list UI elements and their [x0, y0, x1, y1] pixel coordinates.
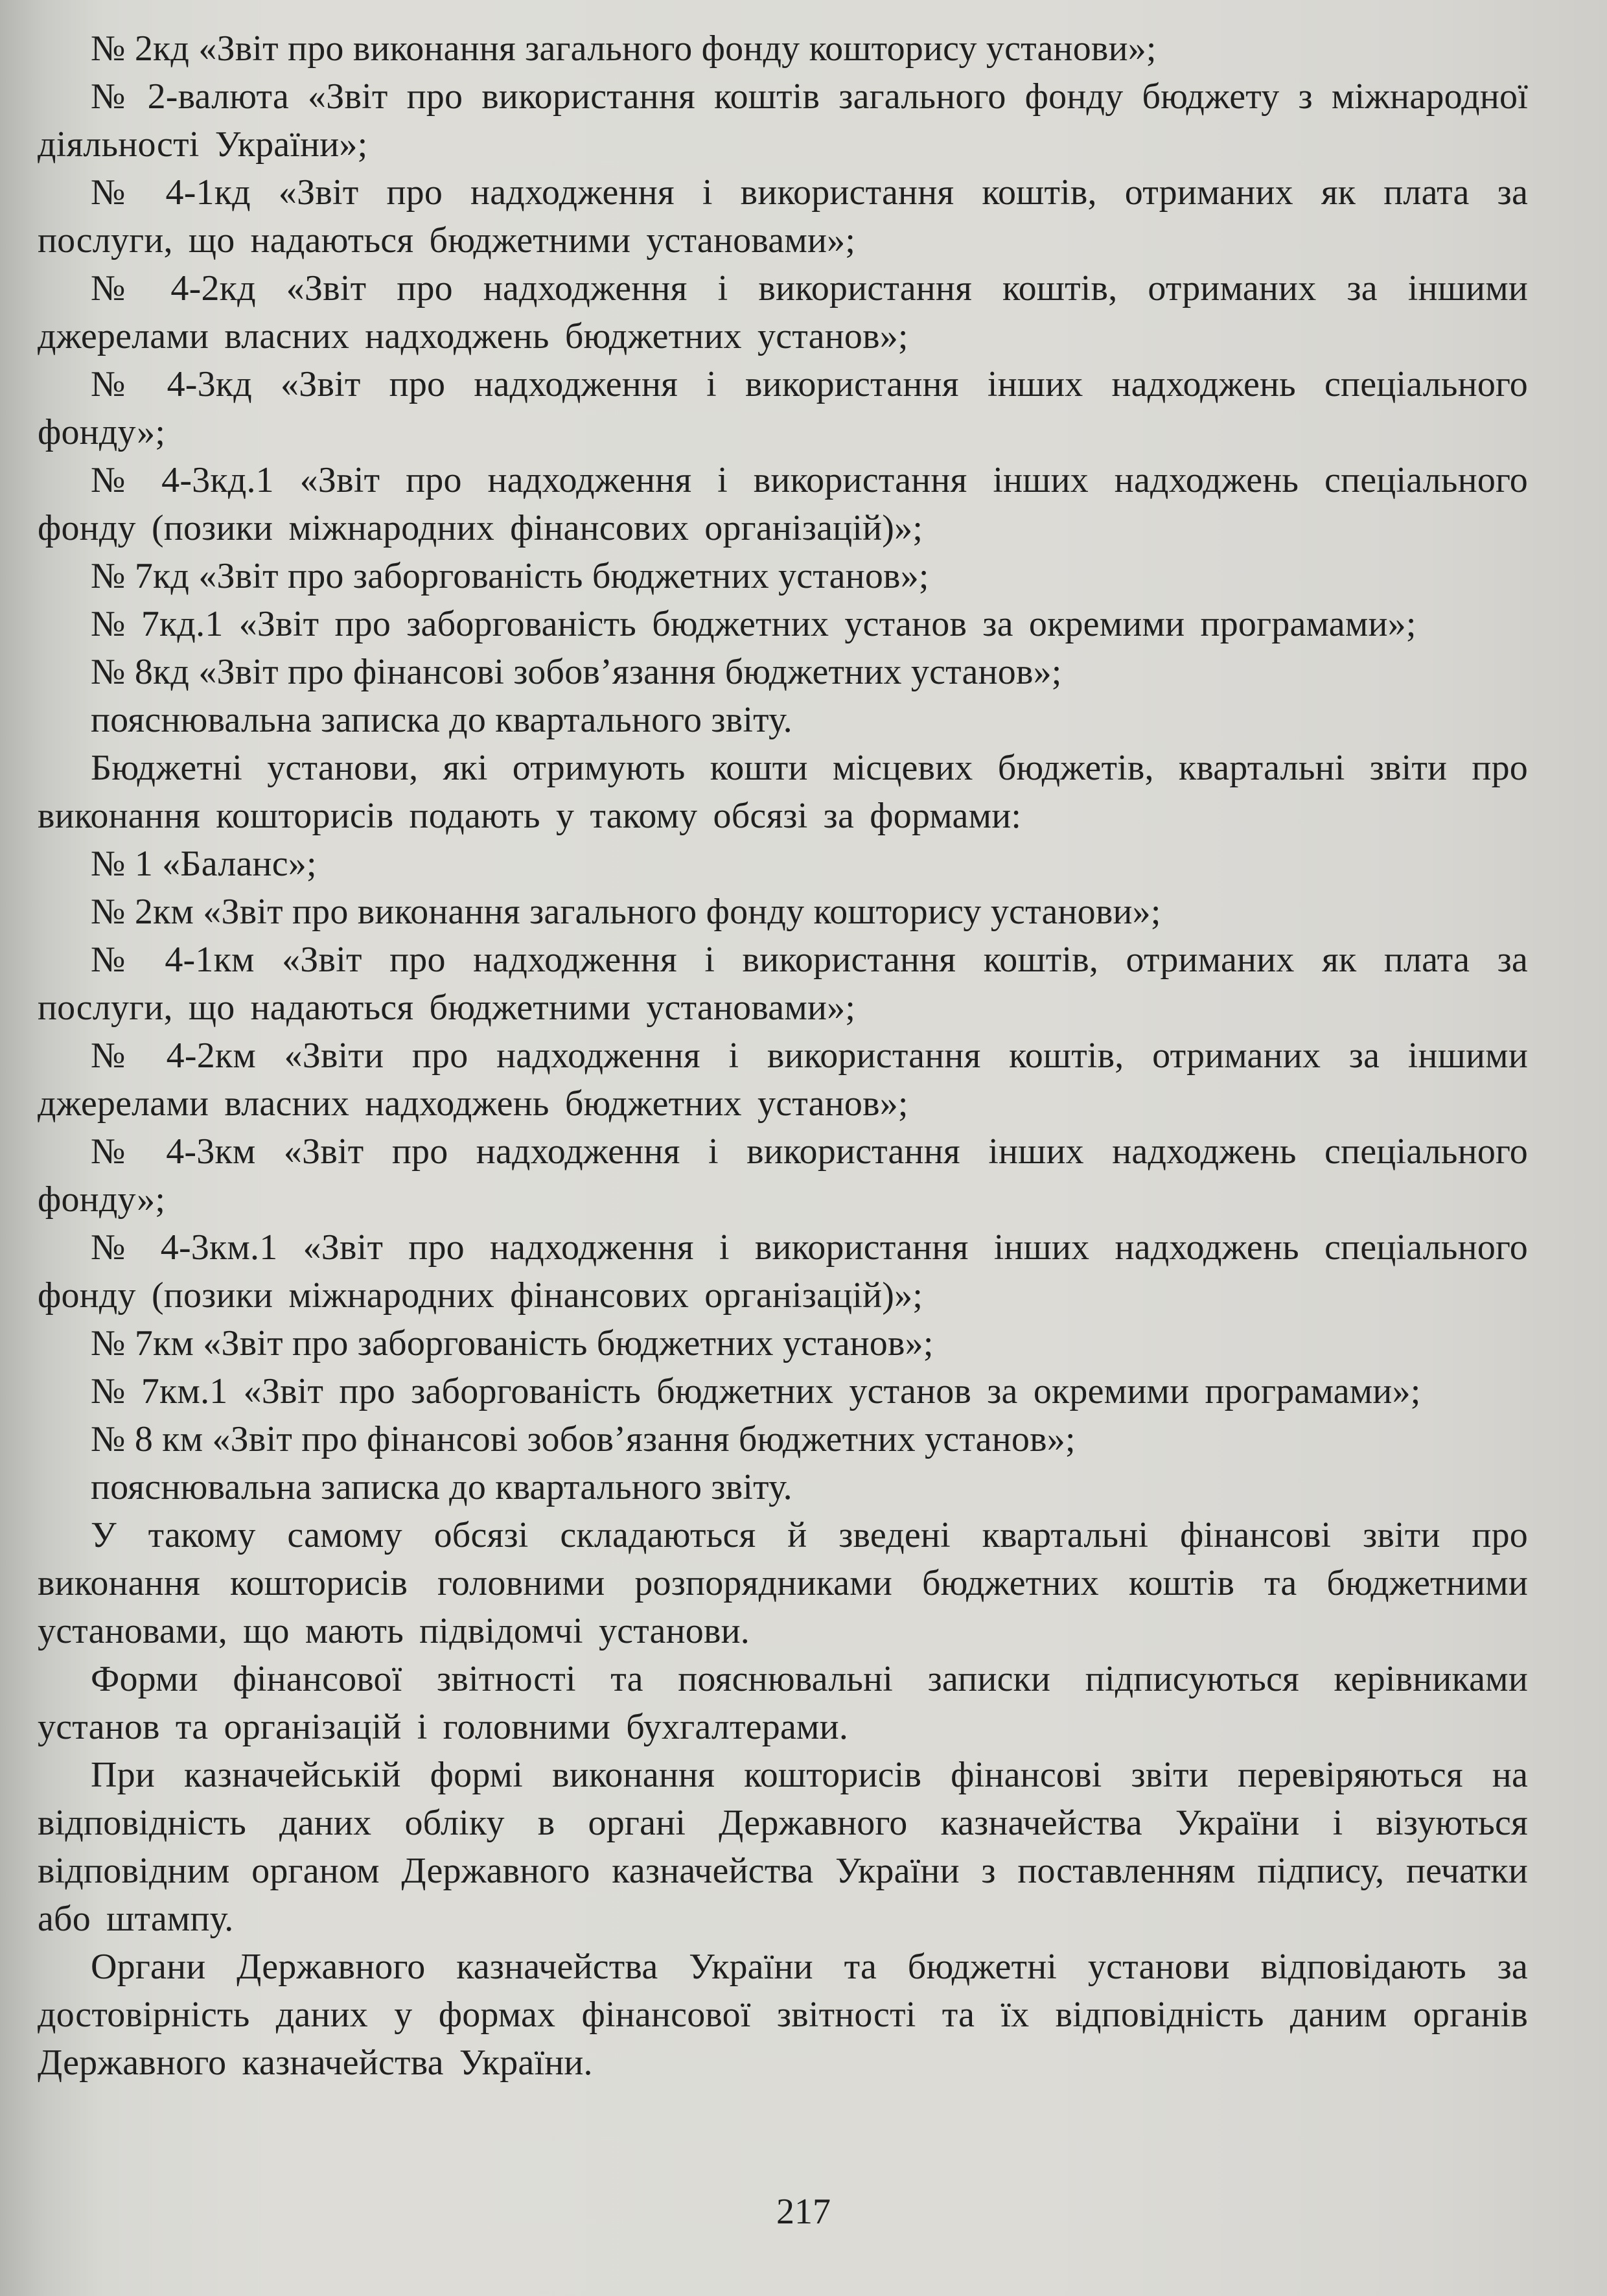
- form-2kd-line: № 2кд «Звіт про виконання загального фонду кошторису установи»;: [91, 29, 1157, 69]
- form-4-3kd-line: № 4-3кд «Звіт про надходження і використання інших надходжень спеціального фонду»;: [38, 364, 1528, 452]
- form-4-3km-line: № 4-3км «Звіт про надходження і використання інших надходжень спеціального фонду»;: [38, 1131, 1528, 1220]
- form-8kd-line: № 8кд «Звіт про фінансові зобов’язання бюджетних установ»;: [91, 652, 1062, 692]
- form-4-3km-1-line: № 4-3км.1 «Звіт про надходження і використання інших надходжень спеціального фонду (позики міжнародних фінансових організацій)»;: [38, 1227, 1528, 1316]
- form-4-1km-line: № 4-1км «Звіт про надходження і використання коштів, отриманих як плата за послуги, що надаються бюджетними установами»;: [38, 940, 1528, 1028]
- form-7km-1-line: № 7км.1 «Звіт про заборгованість бюджетних установ за окремими програмами»;: [91, 1371, 1421, 1411]
- form-4-2kd-line: № 4-2кд «Звіт про надходження і використання коштів, отриманих за іншими джерелами власних надходжень бюджетних установ»;: [38, 268, 1528, 356]
- local-budget-intro-paragraph: Бюджетні установи, які отримують кошти місцевих бюджетів, квартальні звіти про виконання кошторисів подають у такому обсязі за формами:: [38, 748, 1528, 836]
- form-8km-line: № 8 км «Звіт про фінансові зобов’язання бюджетних установ»;: [91, 1419, 1076, 1459]
- responsibility-paragraph: Органи Державного казначейства України та бюджетні установи відповідають за достовірність даних у формах фінансової звітності та їх відповідність даним органів Державного казначейства України.: [38, 1947, 1528, 2083]
- explanatory-note-line: пояснювальна записка до квартального звіту.: [91, 700, 792, 740]
- page-number: 217: [776, 2192, 831, 2232]
- form-2km-line: № 2км «Звіт про виконання загального фонду кошторису установи»;: [91, 892, 1161, 932]
- form-7kd-line: № 7кд «Звіт про заборгованість бюджетних установ»;: [91, 556, 929, 596]
- consolidated-reports-paragraph: У такому самому обсязі складаються й зведені квартальні фінансові звіти про виконання кошторисів головними розпорядниками бюджетних коштів та бюджетними установами, що мають підвідомчі установи.: [38, 1515, 1528, 1651]
- form-7kd-1-line: № 7кд.1 «Звіт про заборгованість бюджетних установ за окремими програмами»;: [91, 604, 1416, 644]
- form-4-3kd-1-line: № 4-3кд.1 «Звіт про надходження і використання інших надходжень спеціального фонду (позики міжнародних фінансових організацій)»;: [38, 460, 1528, 548]
- form-4-2km-line: № 4-2км «Звіти про надходження і використання коштів, отриманих за іншими джерелами власних надходжень бюджетних установ»;: [38, 1036, 1528, 1124]
- form-1-balance-line: № 1 «Баланс»;: [91, 844, 317, 884]
- explanatory-note-line-2: пояснювальна записка до квартального звіту.: [91, 1467, 792, 1507]
- form-7km-line: № 7км «Звіт про заборгованість бюджетних установ»;: [91, 1323, 934, 1363]
- form-4-1kd-line: № 4-1кд «Звіт про надходження і використання коштів, отриманих як плата за послуги, що надаються бюджетними установами»;: [38, 172, 1528, 261]
- form-2-currency-line: № 2-валюта «Звіт про використання коштів загального фонду бюджету з міжнародної діяльності України»;: [38, 76, 1528, 165]
- page-text: [38, 25, 1528, 2087]
- signature-paragraph: Форми фінансової звітності та пояснювальні записки підписуються керівниками установ та організацій і головними бухгалтерами.: [38, 1659, 1528, 1747]
- treasury-verification-paragraph: При казначейській формі виконання кошторисів фінансові звіти перевіряються на відповідність даних обліку в органі Державного казначейства України і візуються відповідним органом Державного казначейства України з поставленням підпису, печатки або штампу.: [38, 1755, 1528, 1939]
